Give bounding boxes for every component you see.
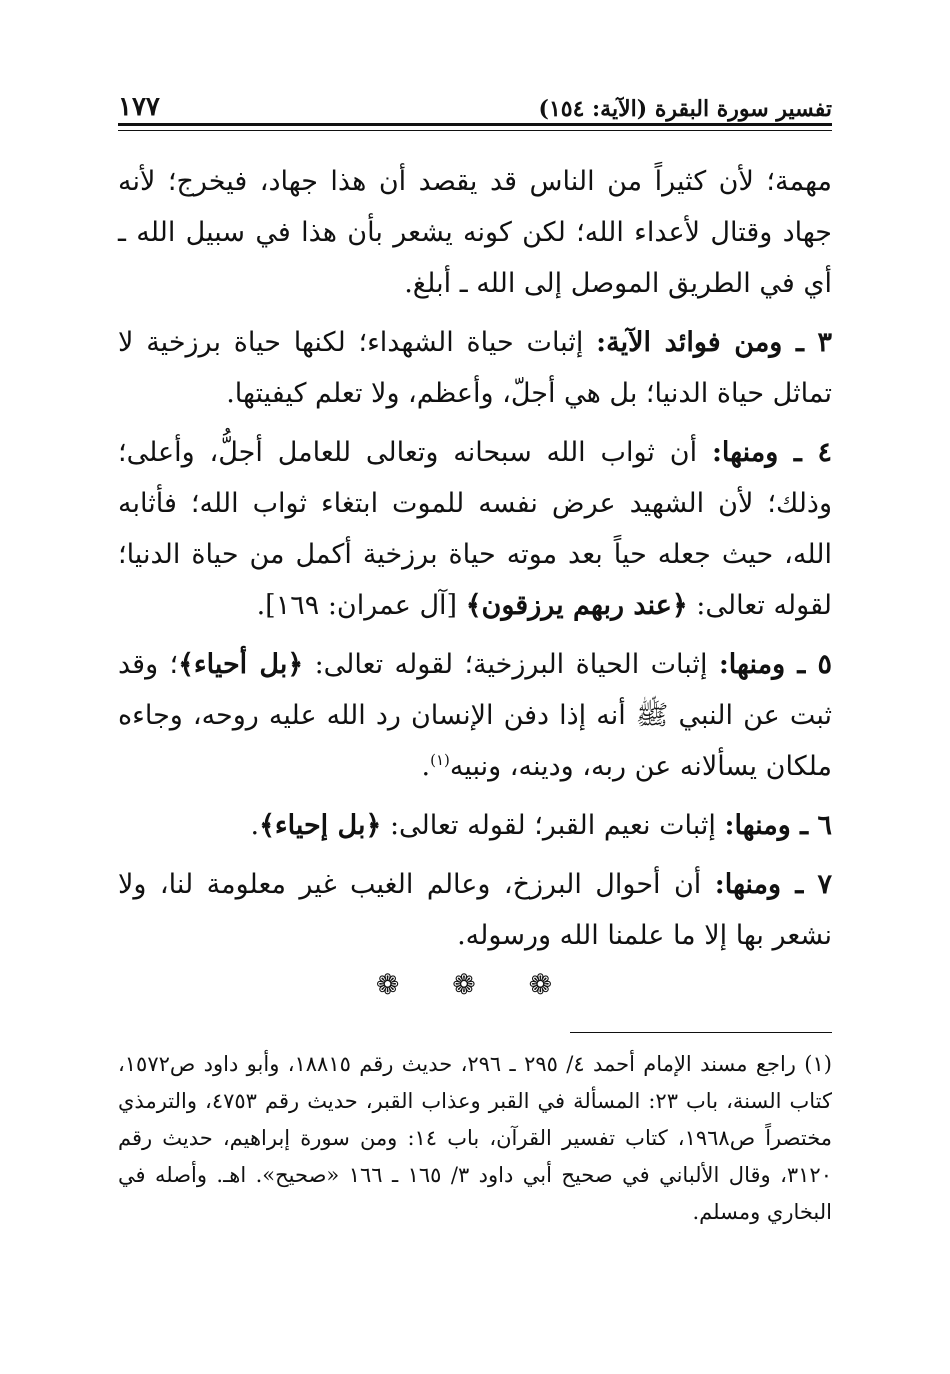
paragraph-6-lead: ٦ ـ ومنها: — [724, 810, 832, 841]
paragraph-4-text: أن ثواب الله سبحانه وتعالى للعامل أجلُّ، وأعلى؛ وذلك؛ لأن الشهيد عرض نفسه للموت ابتغاء ثواب الله؛ فأثابه الله، حيث جعله حياً بعد موته حياة برزخية أكمل من حياة الدنيا؛ لقوله تعالى: — [118, 437, 832, 621]
paragraph-7-text: أن أحوال البرزخ، وعالم الغيب غير معلومة لنا، ولا نشعر بها إلا ما علمنا الله ورسوله. — [118, 869, 832, 951]
paragraph-6-end: . — [250, 810, 260, 841]
footnote-1: (١) راجع مسند الإمام أحمد ٤/ ٢٩٥ ـ ٢٩٦، حديث رقم ١٨٨١٥، وأبو داود ص١٥٧٢، كتاب السنة، باب ٢٣: المسألة في القبر وعذاب القبر، حديث رقم ٤٧٥٣، والترمذي مختصراً ص١٩٦٨، كتاب تفسير القرآن، باب ١٤: ومن سورة إبراهيم، حديث رقم ٣١٢٠، وقال الألباني في صحيح أبي داود ٣/ ١٦٥ ـ ١٦٦ «صحيح». اهـ. وأصله في البخاري ومسلم. — [118, 1052, 832, 1224]
paragraph-3-lead: ٣ ـ ومن فوائد الآية: — [596, 327, 832, 358]
header-rule-thin — [118, 130, 832, 131]
page-number: ١٧٧ — [118, 92, 160, 122]
footnote-reference[interactable]: (١) — [430, 751, 450, 769]
paragraph-7 — [118, 859, 832, 961]
quran-quote-1: ﴿عند ربهم يرزقون﴾ — [465, 590, 688, 621]
footnote-divider — [570, 1032, 832, 1033]
quran-reference: [آل عمران: ١٦٩]. — [256, 590, 458, 621]
paragraph-1 — [118, 156, 832, 309]
paragraph-3-text: إثبات حياة الشهداء؛ لكنها حياة برزخية لا تماثل حياة الدنيا؛ بل هي أجلّ، وأعظم، ولا تعلم كيفيتها. — [118, 327, 832, 409]
paragraph-5-lead: ٥ ـ ومنها: — [718, 649, 832, 680]
paragraph-4 — [118, 427, 832, 631]
quran-quote-2: ﴿بل أحياء﴾ — [178, 649, 304, 680]
section-separator-ornament: ❁ ❁ ❁ — [375, 968, 575, 1001]
quran-quote-3: ﴿بل إحياء﴾ — [259, 810, 382, 841]
footnotes — [118, 1046, 832, 1231]
running-title: تفسير سورة البقرة (الآية: ١٥٤) — [538, 96, 832, 122]
paragraph-6-text: إثبات نعيم القبر؛ لقوله تعالى: — [389, 810, 716, 841]
paragraph-7-lead: ٧ ـ ومنها: — [714, 869, 832, 900]
paragraph-4-lead: ٤ ـ ومنها: — [711, 437, 832, 468]
paragraph-5-end: . — [421, 751, 431, 782]
paragraph-3 — [118, 317, 832, 419]
page-header — [118, 88, 832, 122]
paragraph-5 — [118, 639, 832, 792]
paragraph-6 — [118, 800, 832, 851]
paragraph-5-text: إثبات الحياة البرزخية؛ لقوله تعالى: — [314, 649, 708, 680]
paragraph-5-text-2: ؛ وقد ثبت عن النبي ﷺ أنه إذا دفن الإنسان رد الله عليه روحه، وجاءه ملكان يسألانه عن ربه، ودينه، ونبيه — [118, 649, 832, 782]
header-rule-thick — [118, 123, 832, 126]
main-text — [118, 156, 832, 969]
paragraph-1-text: مهمة؛ لأن كثيراً من الناس قد يقصد أن هذا جهاد، فيخرج؛ لأنه جهاد وقتال لأعداء الله؛ لكن كونه يشعر بأن هذا في سبيل الله ـ أي في الطريق الموصل إلى الله ـ أبلغ. — [118, 166, 832, 299]
